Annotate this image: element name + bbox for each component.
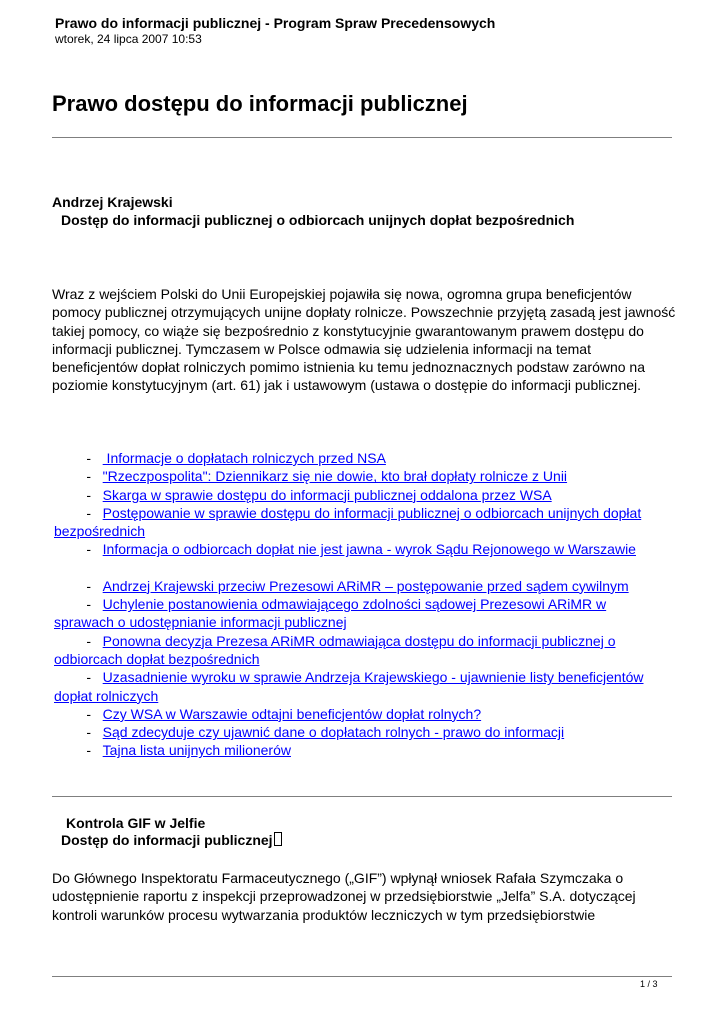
list-item	[54, 467, 684, 485]
footer-divider	[52, 976, 672, 977]
list-item	[54, 595, 684, 632]
link-ponowna-decyzja-cont[interactable]: odbiorcach dopłat bezpośrednich	[54, 650, 260, 667]
article2-body: Do Głównego Inspektoratu Farmaceutycznego („GIF”) wpłynął wniosek Rafała Szymczaka o udostępnienie raportu z inspekcji przeprowadzonej w przedsiębiorstwie „Jelfa” S.A. dotyczącej kontroli warunków procesu wytwarzania produktów leczniczych w tym przedsiębiorstwie	[52, 870, 636, 923]
list-item	[54, 486, 684, 504]
document-header-date: wtorek, 24 lipca 2007 10:53	[55, 32, 202, 46]
document-header-title: Prawo do informacji publicznej - Program Spraw Precedensowych	[55, 15, 496, 31]
link-uchylenie[interactable]: Uchylenie postanowienia odmawiającego zdolności sądowej Prezesowi ARiMR w	[102, 596, 607, 613]
divider	[52, 796, 672, 797]
list-dash: -	[86, 541, 91, 558]
link-ponowna-decyzja[interactable]: Ponowna decyzja Prezesa ARiMR odmawiająca dostępu do informacji publicznej o	[102, 632, 616, 649]
link-nsa[interactable]: Informacje o dopłatach rolniczych przed NSA	[102, 450, 386, 466]
link-wsa-odtajni[interactable]: Czy WSA w Warszawie odtajni beneficjentów dopłat rolnych?	[102, 705, 482, 722]
list-dash: -	[86, 596, 91, 613]
article2-heading: Kontrola GIF w Jelfie	[66, 815, 206, 831]
missing-glyph-icon	[274, 832, 282, 846]
divider	[52, 137, 672, 138]
list-dash: -	[86, 577, 91, 594]
article-author: Andrzej Krajewski	[52, 194, 173, 210]
link-postepowanie-cont[interactable]: bezpośrednich	[54, 523, 146, 540]
related-links-list	[54, 449, 684, 760]
article2-subheading	[61, 832, 282, 848]
link-sad-zdecyduje[interactable]: Sąd zdecyduje czy ujawnić dane o dopłatach rolnych - prawo do informacji	[102, 724, 565, 741]
list-dash: -	[86, 632, 91, 649]
article2-subheading-text: Dostęp do informacji publicznej	[61, 832, 273, 848]
link-uzasadnienie-cont[interactable]: dopłat rolniczych	[54, 687, 159, 704]
list-item	[54, 504, 684, 541]
article-intro: Wraz z wejściem Polski do Unii Europejskiej pojawiła się nowa, ogromna grupa beneficjentów pomocy publicznej otrzymujących unijne dopłaty rolnicze. Powszechnie przyjętą zasadą jest jawność takiej pomocy, co wiąże się bezpośrednio z konstytucyjnie gwarantowanym prawem dostępu do informacji publicznej. Tymczasem w Polsce odmawia się udzielenia informacji na temat beneficjentów dopłat rolniczych pomimo istnienia ku temu jednoznacznych podstaw zarówno na poziomie konstytucyjnym (art. 61) jak i ustawowym (ustawa o dostępie do informacji publicznej.	[52, 286, 676, 394]
list-item	[54, 449, 684, 467]
list-item	[54, 577, 684, 595]
list-dash: -	[86, 705, 91, 722]
list-dash: -	[86, 450, 91, 466]
list-item	[54, 741, 684, 759]
list-dash: -	[86, 504, 91, 521]
link-wyrok-sr[interactable]: Informacja o odbiorcach dopłat nie jest jawna - wyrok Sądu Rejonowego w Warszawie	[102, 541, 636, 558]
page-number: 1 / 3	[640, 979, 658, 989]
list-item	[54, 632, 684, 669]
article-subtitle: Dostęp do informacji publicznej o odbiorcach unijnych dopłat bezpośrednich	[61, 212, 575, 228]
list-dash: -	[86, 669, 91, 686]
list-dash: -	[86, 468, 91, 485]
link-uchylenie-cont[interactable]: sprawach o udostępnianie informacji publicznej	[54, 614, 347, 631]
list-dash: -	[86, 486, 91, 503]
link-skarga-wsa[interactable]: Skarga w sprawie dostępu do informacji publicznej oddalona przez WSA	[102, 486, 552, 503]
list-item	[54, 540, 684, 558]
list-dash: -	[86, 724, 91, 741]
list-item	[54, 705, 684, 723]
link-arimr-cywilny[interactable]: Andrzej Krajewski przeciw Prezesowi ARiMR – postępowanie przed sądem cywilnym	[102, 577, 629, 594]
link-tajna-lista[interactable]: Tajna lista unijnych milionerów	[102, 742, 291, 759]
list-dash: -	[86, 742, 91, 759]
list-item	[54, 668, 684, 705]
list-item	[54, 723, 684, 741]
page-title: Prawo dostępu do informacji publicznej	[52, 91, 468, 116]
link-postepowanie[interactable]: Postępowanie w sprawie dostępu do informacji publicznej o odbiorcach unijnych dopłat	[102, 504, 642, 521]
link-uzasadnienie[interactable]: Uzasadnienie wyroku w sprawie Andrzeja Krajewskiego - ujawnienie listy beneficjentów	[102, 669, 644, 686]
link-rzeczpospolita[interactable]: "Rzeczpospolita": Dziennikarz się nie dowie, kto brał dopłaty rolnicze z Unii	[102, 468, 568, 485]
